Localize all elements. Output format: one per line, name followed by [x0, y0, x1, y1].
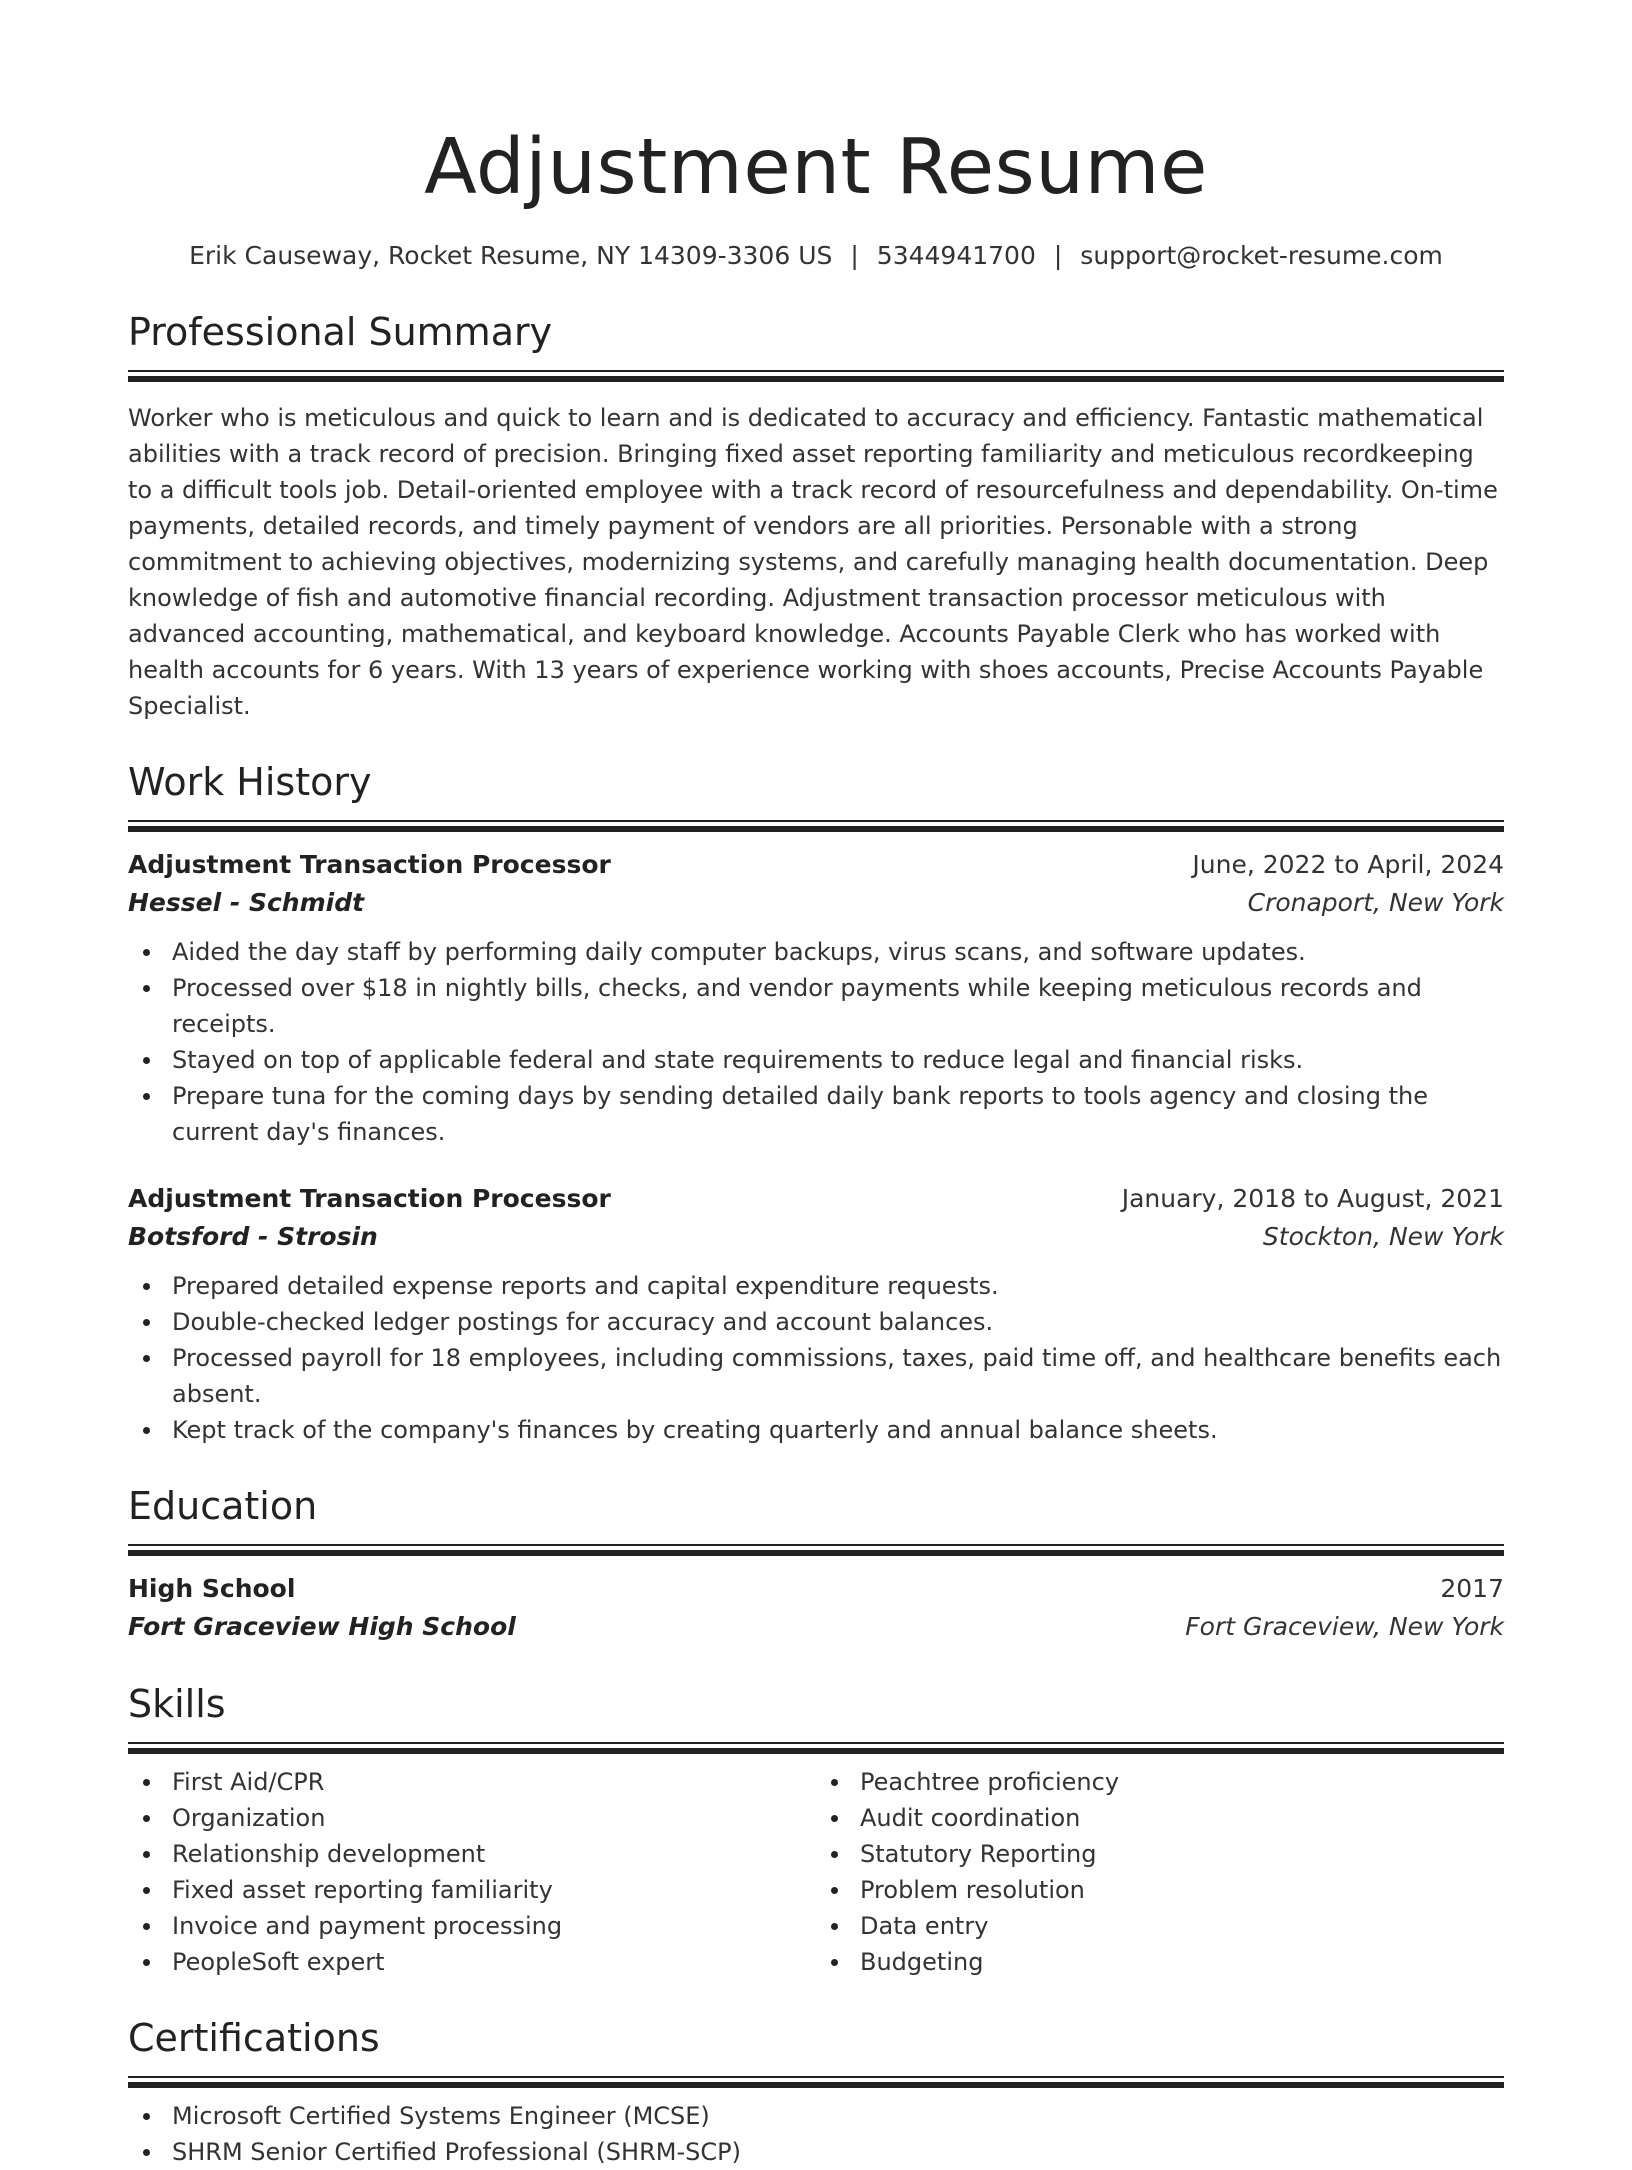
job-bullet: Processed payroll for 18 employees, including commissions, taxes, paid time off, and healthcare benefits each absent.: [128, 1340, 1504, 1412]
certification-item: Microsoft Certified Systems Engineer (MCSE): [128, 2098, 1504, 2134]
skill-item: Peachtree proficiency: [816, 1764, 1504, 1800]
job-position: Adjustment Transaction Processor: [128, 850, 611, 879]
education-section: [128, 1482, 1504, 1646]
job-bullet: Aided the day staff by performing daily computer backups, virus scans, and software updates.: [128, 934, 1504, 970]
job-dates: January, 2018 to August, 2021: [1121, 1184, 1504, 1213]
education-school: Fort Graceview High School: [128, 1612, 516, 1641]
certifications-section: [128, 2014, 1504, 2170]
contact-phone: 5344941700: [876, 241, 1036, 270]
job-header: [128, 846, 1504, 884]
job-location: Stockton, New York: [1262, 1222, 1504, 1251]
education-header: [128, 1570, 1504, 1608]
job-bullets: [128, 1268, 1504, 1448]
summary-section: [128, 308, 1504, 724]
job-entry: [128, 1180, 1504, 1448]
job-entry: [128, 846, 1504, 1150]
skill-item: Data entry: [816, 1908, 1504, 1944]
section-title-education: Education: [128, 1484, 318, 1528]
job-bullet: Kept track of the company's finances by creating quarterly and annual balance sheets.: [128, 1412, 1504, 1448]
section-divider: [128, 820, 1504, 832]
contact-separator: |: [1053, 241, 1063, 270]
job-company: Hessel - Schmidt: [128, 888, 365, 917]
job-dates: June, 2022 to April, 2024: [1192, 850, 1504, 879]
education-location: Fort Graceview, New York: [1185, 1612, 1504, 1641]
section-divider: [128, 370, 1504, 382]
section-title-certifications: Certifications: [128, 2016, 380, 2060]
skills-column-left: [128, 1764, 816, 1980]
resume-title: Adjustment Resume: [424, 123, 1208, 212]
contact-line: [128, 238, 1504, 274]
skill-item: Problem resolution: [816, 1872, 1504, 1908]
skills-grid: [128, 1764, 1504, 1980]
job-subheader: [128, 1218, 1504, 1256]
summary-text: Worker who is meticulous and quick to learn and is dedicated to accuracy and efficiency. Fantastic mathematical abilities with a track record of precision. Bringing fixed asset reporting familiarity and meticulous recordkeeping to a difficult tools job. Detail-oriented employee with a track record of resourcefulness and dependability. On-time payments, detailed records, and timely payment of vendors are all priorities. Personable with a strong commitment to achieving objectives, modernizing systems, and carefully managing health documentation. Deep knowledge of fish and automotive financial recording. Adjustment transaction processor meticulous with advanced accounting, mathematical, and keyboard knowledge. Accounts Payable Clerk who has worked with health accounts for 6 years. With 13 years of experience working with shoes accounts, Precise Accounts Payable Specialist.: [128, 404, 1498, 720]
skill-item: Audit coordination: [816, 1800, 1504, 1836]
section-divider: [128, 1742, 1504, 1754]
skills-section: [128, 1680, 1504, 1980]
skill-item: Relationship development: [128, 1836, 816, 1872]
section-title-work-history: Work History: [128, 760, 372, 804]
skill-item: Statutory Reporting: [816, 1836, 1504, 1872]
job-header: [128, 1180, 1504, 1218]
certification-item: SHRM Senior Certified Professional (SHRM-SCP): [128, 2134, 1504, 2170]
skill-item: Fixed asset reporting familiarity: [128, 1872, 816, 1908]
skill-item: PeopleSoft expert: [128, 1944, 816, 1980]
contact-email: support@rocket-resume.com: [1080, 241, 1443, 270]
job-location: Cronaport, New York: [1247, 888, 1504, 917]
job-bullet: Processed over $18 in nightly bills, checks, and vendor payments while keeping meticulous records and receipts.: [128, 970, 1504, 1042]
section-divider: [128, 2076, 1504, 2088]
skill-item: First Aid/CPR: [128, 1764, 816, 1800]
skill-item: Invoice and payment processing: [128, 1908, 816, 1944]
education-year: 2017: [1440, 1574, 1504, 1603]
section-title-summary: Professional Summary: [128, 310, 553, 354]
work-history-section: [128, 758, 1504, 1448]
job-bullet: Prepared detailed expense reports and capital expenditure requests.: [128, 1268, 1504, 1304]
job-bullet: Double-checked ledger postings for accuracy and account balances.: [128, 1304, 1504, 1340]
education-degree: High School: [128, 1574, 296, 1603]
skill-item: Budgeting: [816, 1944, 1504, 1980]
job-position: Adjustment Transaction Processor: [128, 1184, 611, 1213]
job-bullets: [128, 934, 1504, 1150]
education-entry: [128, 1570, 1504, 1646]
skills-column-right: [816, 1764, 1504, 1980]
section-divider: [128, 1544, 1504, 1556]
contact-separator: |: [850, 241, 859, 270]
certifications-list: [128, 2098, 1504, 2170]
job-subheader: [128, 884, 1504, 922]
job-bullet: Stayed on top of applicable federal and state requirements to reduce legal and financial risks.: [128, 1042, 1504, 1078]
job-company: Botsford - Strosin: [128, 1222, 378, 1251]
contact-address: Erik Causeway, Rocket Resume, NY 14309-3306 US: [189, 241, 833, 270]
skill-item: Organization: [128, 1800, 816, 1836]
section-title-skills: Skills: [128, 1682, 226, 1726]
job-bullet: Prepare tuna for the coming days by sending detailed daily bank reports to tools agency and closing the current day's finances.: [128, 1078, 1504, 1150]
education-subheader: [128, 1608, 1504, 1646]
